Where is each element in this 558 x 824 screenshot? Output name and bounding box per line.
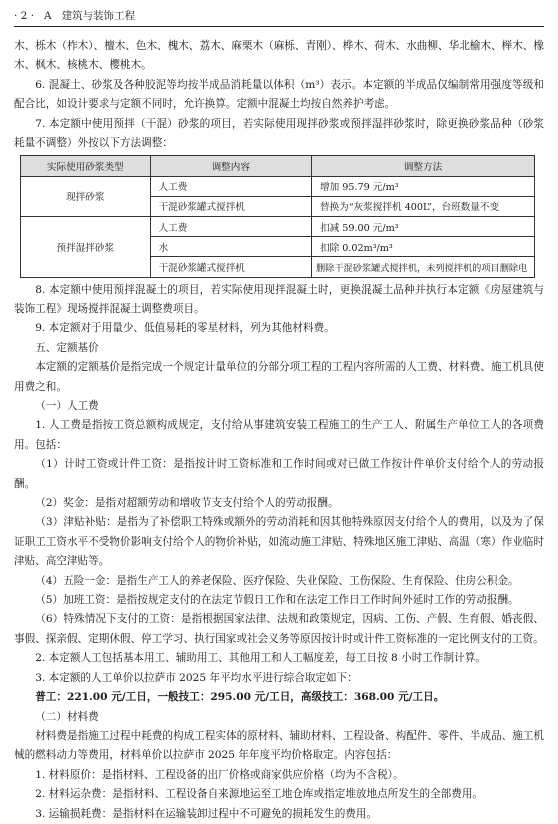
- paragraph: 6. 混凝土、砂浆及各种胶泥等均按半成品消耗量以体积（m³）表示。本定额的半成品仅编制常用强度等级和配合比，如设计要求与定额不同时，允许换算。定额中混凝土均按自然养护考虑。: [14, 78, 544, 111]
- paragraph: 9. 本定额对于用量少、低值易耗的零星材料，列为其他材料费。: [35, 322, 335, 335]
- paragraph: （4）五险一金：是指生产工人的养老保险、医疗保险、失业保险、工伤保险、生育保险、住房公积金。: [35, 574, 519, 587]
- adjust-content-cell: 干混砂浆罐式搅拌机: [150, 257, 311, 277]
- paragraph: （2）奖金：是指对超额劳动和增收节支支付给个人的劳动报酬。: [35, 497, 339, 510]
- paragraph: 1. 材料原价：是指材料、工程设备的出厂价格或商家供应价格（均为不含税）。: [35, 768, 404, 781]
- paragraph: 3. 运输损耗费：是指材料在运输装卸过程中不可避免的损耗发生的费用。: [35, 807, 378, 820]
- table-header: 调整内容: [150, 156, 311, 176]
- table-header-row: [21, 156, 535, 176]
- adjust-method-cell: 替换为“灰浆搅拌机 400L”，台班数量不变: [312, 196, 535, 216]
- paragraph: （6）特殊情况下支付的工资：是指根据国家法律、法规和政策规定，因病、工伤、产假、生育假、婚丧假、事假、探亲假、定期休假、停工学习、执行国家或社会义务等原因按计时或计件工资标准的一定比例支付的工资。: [14, 613, 544, 645]
- adjust-content-cell: 人工费: [150, 217, 311, 237]
- header-title: 建筑与装饰工程: [61, 10, 136, 22]
- mortar-type-cell: 现拌砂浆: [21, 176, 151, 216]
- subsection-heading: （一）人工费: [35, 400, 99, 412]
- adjust-method-cell: 增加 95.79 元/m³: [312, 176, 535, 196]
- paragraph: 7. 本定额中使用预拌（干混）砂浆的项目，若实际使用现拌砂浆或预拌湿拌砂浆时，除更换砂浆品种（砂浆耗量不调整）外按以下方法调整：: [14, 117, 544, 150]
- paragraph: 2. 本定额人工包括基本用工、辅助用工、其他用工和人工幅度差，每工日按 8 小时工作制计算。: [35, 652, 486, 665]
- paragraph: （3）津贴补贴：是指为了补偿职工特殊或额外的劳动消耗和因其他特殊原因支付给个人的费用，以及为了保证职工工资水平不受物价影响支付给个人的物价补贴，如流动施工津贴、特殊地区施工津贴、高温（寒）作业临时津贴、高空津贴等。: [14, 516, 544, 568]
- page-header: [14, 5, 544, 27]
- paragraph: （5）加班工资：是指按规定支付的在法定节假日工作和在法定工作日工作时间外延时工作的劳动报酬。: [35, 594, 519, 607]
- table-row: [21, 217, 535, 237]
- adjust-method-cell: 删除干混砂浆罐式搅拌机，未列搅拌机的项目删除电: [312, 257, 535, 277]
- subsection-heading: （二）材料费: [35, 710, 99, 723]
- adjust-method-cell: 扣除 0.02m³/m³: [312, 237, 535, 257]
- adjust-content-cell: 人工费: [150, 176, 311, 196]
- paragraph: 木、栎木（柞木）、檀木、色木、槐木、荔木、麻栗木（麻栎、青刚）、桦木、荷木、水曲柳、华北榆木、榉木、橡木、枫木、核桃木、樱桃木。: [14, 40, 544, 72]
- page-number: · 2 ·: [14, 10, 35, 22]
- wage-rates-line: 普工：221.00 元/工日，一般技工：295.00 元/工日，高级技工：368.00 元/工日。: [35, 691, 445, 704]
- paragraph: 2. 材料运杂费：是指材料、工程设备自来源地运至工地仓库或指定堆放地点所发生的全部费用。: [35, 788, 484, 801]
- page-body: [14, 37, 544, 824]
- mortar-type-cell: 预拌湿拌砂浆: [21, 217, 151, 278]
- adjust-method-cell: 扣减 59.00 元/m³: [312, 217, 535, 237]
- adjust-content-cell: 干混砂浆罐式搅拌机: [150, 196, 311, 216]
- table-header: 实际使用砂浆类型: [21, 156, 151, 176]
- paragraph: （1）计时工资或计件工资：是指按计时工资标准和工作时间或对已做工作按计件单价支付给个人的劳动报酬。: [14, 458, 544, 490]
- paragraph: 3. 本定额的人工单价以拉萨市 2025 年平均水平进行综合取定如下：: [35, 671, 358, 684]
- table-row: [21, 176, 535, 196]
- paragraph: 8. 本定额中使用预拌混凝土的项目，若实际使用现拌混凝土时，更换混凝土品种并执行本定额《房屋建筑与装饰工程》现场搅拌混凝土调整费项目。: [14, 283, 544, 315]
- mortar-adjustment-table: [20, 155, 535, 277]
- section-letter: A: [44, 10, 52, 22]
- table-header: 调整方法: [312, 156, 535, 176]
- paragraph: 1. 人工费是指按工资总额构成规定，支付给从事建筑安装工程施工的生产工人、附属生产单位工人的各项费用。包括：: [14, 419, 544, 451]
- section-heading: 五、定额基价: [35, 341, 99, 354]
- paragraph: 本定额的定额基价是指完成一个规定计量单位的分部分项工程的工程内容所需的人工费、材料费、施工机具使用费之和。: [14, 361, 544, 393]
- adjust-content-cell: 水: [150, 237, 311, 257]
- paragraph: 材料费是指施工过程中耗费的构成工程实体的原材料、辅助材料、工程设备、构配件、零件、半成品、施工机械的燃料动力等费用，材料单价以拉萨市 2025 年年度平均价格取定。内容包括：: [14, 729, 544, 762]
